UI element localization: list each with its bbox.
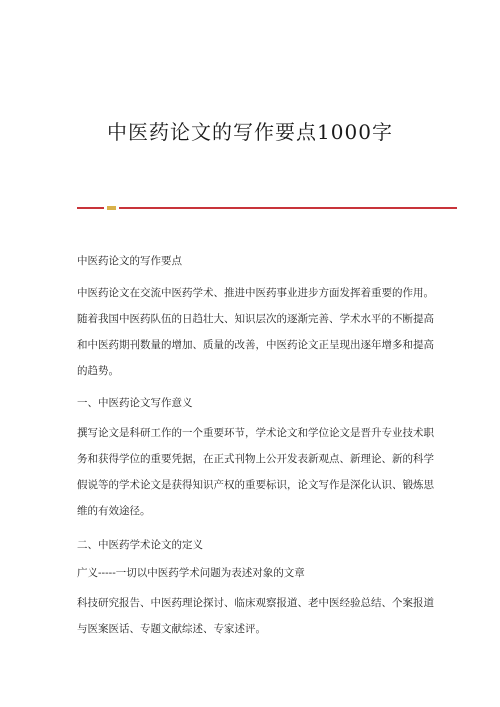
paragraph-2-line-1: 撰写论文是科研工作的一个重要环节，学术论文和学位论文是晋升专业技术职 xyxy=(77,427,434,439)
paragraph-2-line-3: 假说等的学术论文是获得知识产权的重要标识，论文写作是深化认识、锻炼思 xyxy=(77,479,434,491)
paragraph-2-line-4: 维的有效途径。 xyxy=(77,505,151,517)
section-heading-1: 一、中医药论文写作意义 xyxy=(77,397,193,409)
paragraph-3-line-2: 与医案医话、专题文献综述、专家述评。 xyxy=(77,623,266,635)
paragraph-1-line-1: 中医药论文在交流中医药学术、推进中医药事业进步方面发挥着重要的作用。 xyxy=(77,287,434,299)
paragraph-3-line-1: 科技研究报告、中医药理论探讨、临床观察报道、老中医经验总结、个案报道 xyxy=(77,597,434,609)
divider-gold-accent xyxy=(107,206,116,210)
paragraph-1-line-2: 随着我国中医药队伍的日趋壮大、知识层次的逐渐完善、学术水平的不断提高 xyxy=(77,313,434,325)
paragraph-1-line-4: 的趋势。 xyxy=(77,365,119,377)
paragraph-2-line-2: 务和获得学位的重要凭据，在正式刊物上公开发表新观点、新理论、新的科学 xyxy=(77,453,434,465)
definition-line: 广义-----一切以中医药学术问题为表述对象的文章 xyxy=(77,567,305,579)
paragraph-1-line-3: 和中医药期刊数量的增加、质量的改善，中医药论文正呈现出逐年增多和提高 xyxy=(77,339,434,351)
divider-red-right xyxy=(119,207,457,209)
title-divider xyxy=(77,206,457,210)
section-heading-main: 中医药论文的写作要点 xyxy=(77,255,182,267)
section-heading-2: 二、中医药学术论文的定义 xyxy=(77,539,203,551)
divider-red-left xyxy=(77,207,104,209)
document-title: 中医药论文的写作要点1000字 xyxy=(107,120,393,144)
